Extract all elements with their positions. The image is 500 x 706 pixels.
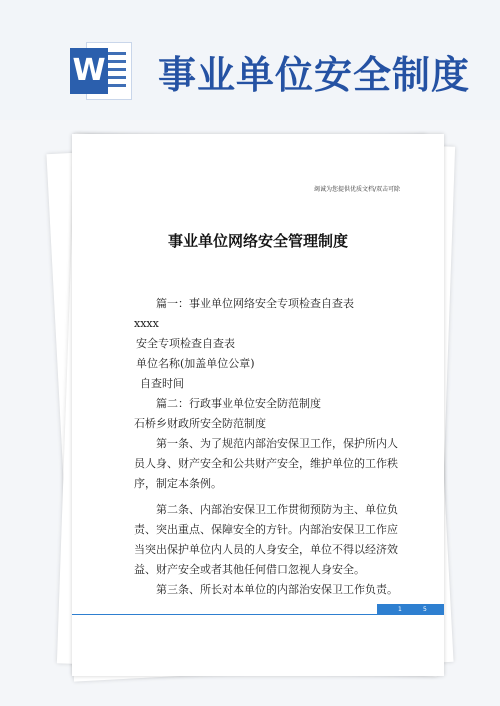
- page-total: 5: [423, 606, 427, 613]
- body-line: 石桥乡财政所安全防范制度: [134, 417, 266, 430]
- body-paragraph: 第二条、内部治安保卫工作贯彻预防为主、单位负责、突出重点、保障安全的方针。内部治安保卫工作应当突出保护单位内人员的人身安全，单位不得以经济效益、财产安全或者其他任何借口忽视人身安全。: [134, 503, 398, 576]
- body-line: 自查时间: [140, 377, 184, 390]
- word-document-icon: [70, 42, 132, 100]
- footer-line: [72, 614, 377, 615]
- body-line: 安全专项检查自查表: [136, 337, 235, 350]
- document-title: 事业单位网络安全管理制度: [167, 232, 348, 250]
- body-line: 篇二：行政事业单位安全防范制度: [156, 397, 321, 410]
- body-paragraph: 第三条、所长对本单位的内部治安保卫工作负责。: [156, 583, 398, 596]
- document-body: [134, 294, 402, 600]
- header-banner: [0, 0, 500, 120]
- body-paragraph: 第一条、为了规范内部治安保卫工作，保护所内人员人身、财产安全和公共财产安全，维护单位的工作秩序，制定本条例。: [134, 437, 398, 490]
- page-indicator: [377, 604, 444, 615]
- word-letter-badge: W: [70, 48, 108, 94]
- document-page: [72, 134, 444, 676]
- body-line: 单位名称(加盖单位公章): [136, 357, 255, 370]
- body-line: xxxx: [134, 317, 159, 330]
- body-line: 篇一：事业单位网络安全专项检查自查表: [156, 297, 354, 310]
- top-note: 竭诚为您提供优质文档/双击可除: [313, 186, 400, 193]
- banner-title: 事业单位安全制度: [158, 53, 471, 97]
- page-number: 1: [398, 606, 402, 613]
